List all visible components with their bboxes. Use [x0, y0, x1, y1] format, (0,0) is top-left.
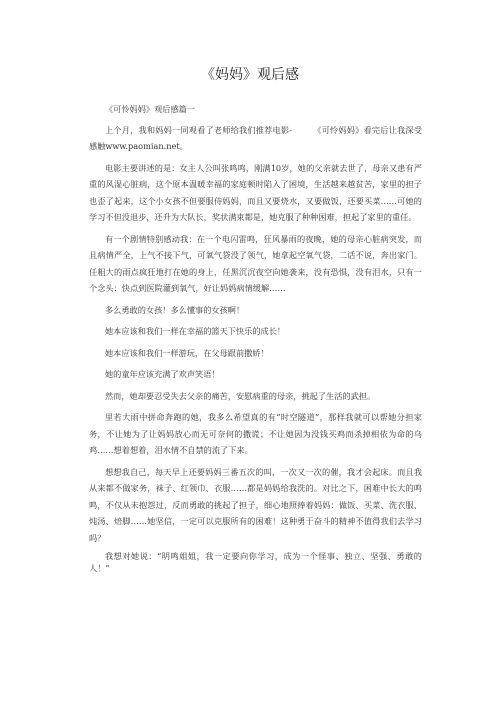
article-subtitle: 《可怜妈妈》观后感篇一	[104, 104, 196, 114]
paragraph-text: 电影主要讲述的是：女主人公叫张鸣鸣，刚满10岁，她的父亲就去世了，母亲又患有严重的风湿心脏病，这个原本温暖幸福的家庭顿时陷入了困境，生活越来越贫苦，家里的担子也歪了起来，这个小女孩不但要服侍妈妈，而且又要烧水，又要做饭，还要买菜……可她的学习不但没退步，还升为大队长，奖状满束都是，她克服了种种困难，担起了家里的重任。	[89, 162, 422, 222]
paragraph: 她本应该和我们一样游玩，在父母跟前撒娇！	[104, 347, 269, 358]
page-title: 《妈妈》观后感	[201, 67, 299, 83]
paragraph: 里若大雨中拼命奔跑的她，我多么希望真的有“时空隧道”，那样我就可以帮她分担家务，不让她为了让妈妈放心而无可奈何的撒谎；不让她因为没钱买鸡而杀掉相依为命的乌鸡……想着想着，泪水情不自禁的流了下来。	[89, 412, 422, 455]
paragraph: 想想我自己，每天早上还要妈妈三番五次的叫，一次又一次的催，我才会起床。而且我从来都不做家务，袜子、红领巾、衣服……都是妈妈给我洗的。对比之下，困难中长大的鸣鸣，不仅从未抱怨过，反而勇敢的挑起了担子，细心地照捧着妈妈：做饭、买菜、洗衣服、炖汤、焙脚……她坚信，一定可以克服所有的困难！这种勇于奋斗的精神不值得我们去学习吗？	[89, 466, 422, 543]
paragraph: 有一个剧情特别感动我：在一个电闪雷鸣，狂风暴雨的夜晚，她的母亲心脏病突发，而且病情严全，上气不接下气，可氧气袋没了领气，她拿起空氧气袋，二话不说，奔出家门。任粗大的雨点疯狂地打在她的身上，任黑沉沉夜空向她袭来，没有恐惧，没有泪水，只有一个念头：快点到医院灌到氧气，好让妈妈病情缓解……	[89, 233, 422, 293]
paragraph: 她本应该和我们一样在幸福的篮天下快乐的成长！	[104, 326, 286, 336]
paragraph: 上个月，我和妈妈一同观看了老师给我们推荐电影- 《可怜妈妈》看完后让我深受感触www.paomian.net。	[89, 124, 422, 151]
paragraph	[89, 160, 422, 226]
paragraph: 多么勇敢的女孩！多么懂事的女孩啊！	[104, 304, 245, 315]
paragraph: 我想对她说：“明鸣姐姐，我一定要向你学习，成为一个怪事、独立、坚强、勇敢的人！”	[89, 551, 422, 573]
paragraph: 她的童年应该充满了欢声笑语！	[104, 369, 220, 379]
article-body	[89, 101, 422, 574]
paragraph: 然而，她却要忍受失去父亲的痛苦，安慰病重的母亲，挑起了生活的武担。	[104, 390, 376, 401]
